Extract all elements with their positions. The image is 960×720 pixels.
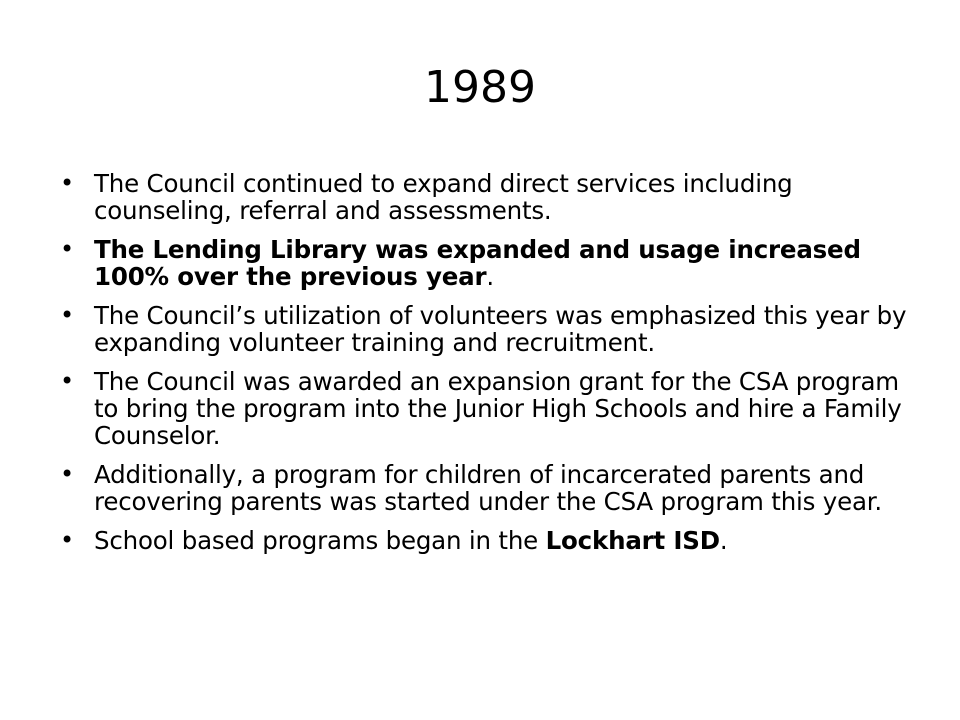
bullet-item <box>60 527 920 554</box>
bullet-icon: • <box>60 526 74 554</box>
bullet-icon: • <box>60 301 74 329</box>
bullet-item <box>60 302 920 356</box>
bullet-bold-text: Lockhart ISD <box>545 526 720 555</box>
slide-title: 1989 <box>424 62 536 113</box>
bullet-item <box>60 368 920 449</box>
bullet-item <box>60 236 920 290</box>
bullet-icon: • <box>60 460 74 488</box>
bullet-icon: • <box>60 235 74 263</box>
bullet-icon: • <box>60 367 74 395</box>
bullet-text: The Council’s utilization of volunteers was emphasized this year by expanding volunteer training and recruitment. <box>94 301 907 357</box>
bullet-trailing-text: . <box>486 262 494 291</box>
bullet-text: Additionally, a program for children of incarcerated parents and recovering parents was started under the CSA program this year. <box>94 460 882 516</box>
bullet-item <box>60 461 920 515</box>
bullet-text: The Council continued to expand direct services including counseling, referral and assessments. <box>94 169 793 225</box>
bullet-item <box>60 170 920 224</box>
bullet-list <box>60 170 920 566</box>
bullet-trailing-text: . <box>719 526 728 555</box>
bullet-bold-text: The Lending Library was expanded and usage increased 100% over the previous year <box>94 235 861 291</box>
bullet-text: The Council was awarded an expansion grant for the CSA program to bring the program into the Junior High Schools and hire a Family Counselor. <box>94 367 902 450</box>
bullet-icon: • <box>60 169 74 197</box>
bullet-lead-text: School based programs began in the <box>94 526 546 555</box>
